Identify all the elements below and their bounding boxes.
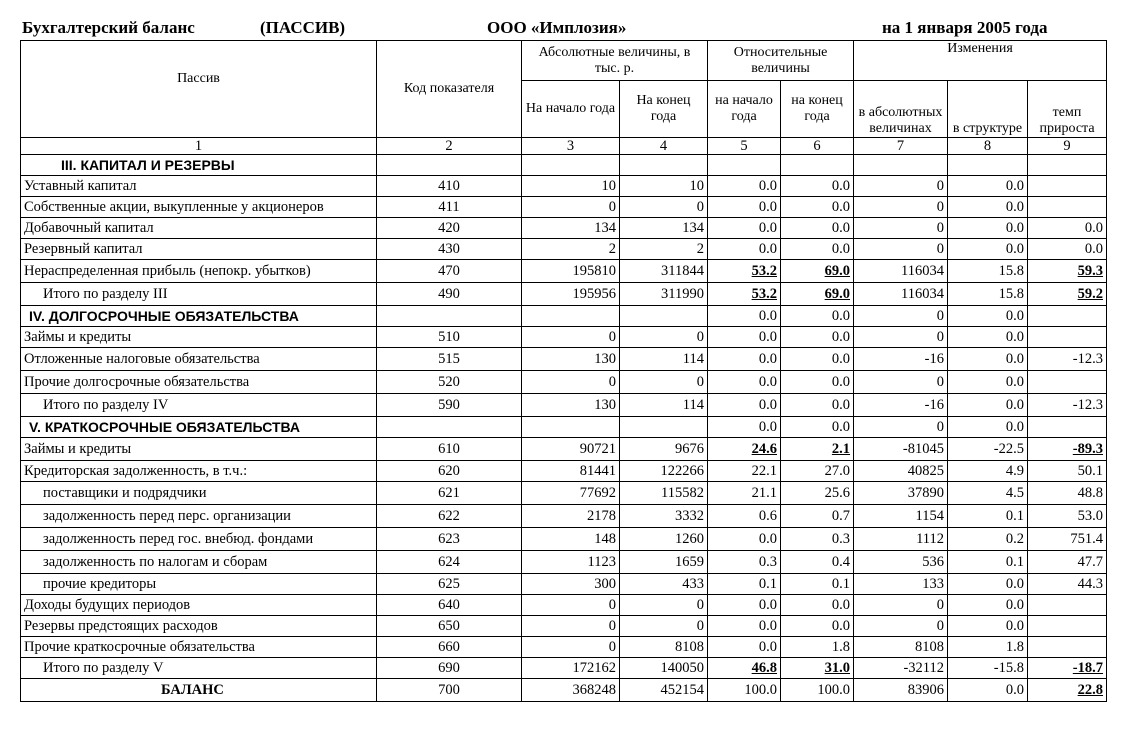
row-value-re: 0.0 (781, 197, 854, 218)
row-value-rs: 0.1 (708, 574, 781, 595)
row-value-e: 115582 (620, 482, 708, 505)
row-value-ca: -81045 (854, 438, 948, 461)
row-value-s: 148 (522, 528, 620, 551)
row-value-cs: 0.0 (948, 616, 1028, 637)
column-number: 7 (854, 138, 948, 155)
row-code: 470 (377, 260, 522, 283)
header-rel-end: на конец года (781, 81, 854, 138)
row-value-rs: 53.2 (708, 283, 781, 306)
row-value-e: 1260 (620, 528, 708, 551)
row-label: задолженность перед перс. организации (21, 505, 377, 528)
row-value-s (522, 306, 620, 327)
row-value-rs: 24.6 (708, 438, 781, 461)
row-value-s: 2178 (522, 505, 620, 528)
row-value-rs: 0.0 (708, 637, 781, 658)
row-value-cs: 15.8 (948, 283, 1028, 306)
row-value-cs: 0.0 (948, 218, 1028, 239)
row-value-ca: 0 (854, 197, 948, 218)
row-value-cs: 0.0 (948, 417, 1028, 438)
row-code: 520 (377, 371, 522, 394)
row-value-s: 0 (522, 637, 620, 658)
row-value-e: 0 (620, 197, 708, 218)
column-number: 3 (522, 138, 620, 155)
row-value-ca: 0 (854, 616, 948, 637)
company-name: ООО «Имплозия» (487, 18, 627, 37)
header-absolute: Абсолютные величины, в тыс. р. (522, 41, 708, 81)
table-row (21, 574, 1107, 595)
row-value-re: 25.6 (781, 482, 854, 505)
table-row (21, 260, 1107, 283)
row-label: Займы и кредиты (21, 438, 377, 461)
row-value-rs: 0.0 (708, 348, 781, 371)
row-value-e: 10 (620, 176, 708, 197)
row-code: 700 (377, 679, 522, 702)
row-value-s: 1123 (522, 551, 620, 574)
row-value-s: 0 (522, 595, 620, 616)
row-value-e: 3332 (620, 505, 708, 528)
row-value-re: 0.0 (781, 239, 854, 260)
row-value-s (522, 155, 620, 176)
column-number: 2 (377, 138, 522, 155)
row-value-cs: 0.0 (948, 239, 1028, 260)
row-value-ca: 0 (854, 176, 948, 197)
table-row (21, 327, 1107, 348)
section-header-row (21, 155, 1107, 176)
row-value-e: 433 (620, 574, 708, 595)
row-value-ca: 83906 (854, 679, 948, 702)
row-value-re: 0.3 (781, 528, 854, 551)
row-label: Нераспределенная прибыль (непокр. убытков) (21, 260, 377, 283)
row-value-cs: 15.8 (948, 260, 1028, 283)
row-value-s: 10 (522, 176, 620, 197)
row-value-cr: 22.8 (1028, 679, 1107, 702)
row-code: 650 (377, 616, 522, 637)
row-value-cr: 44.3 (1028, 574, 1107, 595)
row-label: Уставный капитал (21, 176, 377, 197)
row-value-cs: 0.0 (948, 371, 1028, 394)
table-row (21, 658, 1107, 679)
row-code (377, 155, 522, 176)
row-code: 515 (377, 348, 522, 371)
header-change-structure: в структуре (948, 81, 1028, 138)
row-value-rs: 0.0 (708, 528, 781, 551)
row-value-rs: 0.0 (708, 176, 781, 197)
row-label: Кредиторская задолженность, в т.ч.: (21, 461, 377, 482)
row-value-s: 0 (522, 197, 620, 218)
row-value-ca: 116034 (854, 260, 948, 283)
row-value-cs: 0.0 (948, 574, 1028, 595)
table-row (21, 371, 1107, 394)
row-value-rs: 0.0 (708, 595, 781, 616)
row-value-s: 81441 (522, 461, 620, 482)
row-label: задолженность перед гос. внебюд. фондами (21, 528, 377, 551)
table-row (21, 637, 1107, 658)
row-label: БАЛАНС (21, 679, 377, 702)
row-value-s: 195956 (522, 283, 620, 306)
row-value-e: 140050 (620, 658, 708, 679)
row-value-re: 69.0 (781, 283, 854, 306)
row-value-cr (1028, 371, 1107, 394)
row-value-cs: 0.1 (948, 551, 1028, 574)
row-value-cr (1028, 306, 1107, 327)
column-numbers-row (21, 138, 1107, 155)
row-value-cs: 0.0 (948, 595, 1028, 616)
row-value-s: 130 (522, 394, 620, 417)
row-value-s: 0 (522, 616, 620, 637)
row-code: 660 (377, 637, 522, 658)
row-value-cr: 0.0 (1028, 218, 1107, 239)
row-value-rs: 0.0 (708, 239, 781, 260)
row-value-cr: 59.3 (1028, 260, 1107, 283)
row-value-cr (1028, 637, 1107, 658)
row-value-re: 2.1 (781, 438, 854, 461)
row-value-s: 300 (522, 574, 620, 595)
row-value-s: 368248 (522, 679, 620, 702)
row-value-re: 0.0 (781, 176, 854, 197)
row-code: 690 (377, 658, 522, 679)
row-value-e: 122266 (620, 461, 708, 482)
row-value-rs: 0.3 (708, 551, 781, 574)
row-value-cr (1028, 616, 1107, 637)
row-label: Прочие краткосрочные обязательства (21, 637, 377, 658)
row-value-e: 0 (620, 595, 708, 616)
row-value-ca: 0 (854, 417, 948, 438)
row-value-cs: 0.0 (948, 197, 1028, 218)
row-value-rs: 100.0 (708, 679, 781, 702)
header-abs-start: На начало года (522, 81, 620, 138)
row-label: III. КАПИТАЛ И РЕЗЕРВЫ (21, 155, 377, 176)
row-value-cs: 0.1 (948, 505, 1028, 528)
row-value-e (620, 155, 708, 176)
row-value-cr (1028, 155, 1107, 176)
row-value-e (620, 306, 708, 327)
table-row (21, 218, 1107, 239)
row-value-cs: 0.0 (948, 306, 1028, 327)
row-value-ca: 8108 (854, 637, 948, 658)
table-row (21, 176, 1107, 197)
row-value-ca: 0 (854, 371, 948, 394)
row-value-cr: 0.0 (1028, 239, 1107, 260)
column-number: 4 (620, 138, 708, 155)
row-code: 610 (377, 438, 522, 461)
table-row (21, 482, 1107, 505)
row-value-e: 2 (620, 239, 708, 260)
row-value-e: 114 (620, 394, 708, 417)
row-value-e: 8108 (620, 637, 708, 658)
row-label: прочие кредиторы (21, 574, 377, 595)
row-value-ca: 40825 (854, 461, 948, 482)
row-value-cs (948, 155, 1028, 176)
table-row (21, 348, 1107, 371)
row-value-rs: 0.0 (708, 218, 781, 239)
row-value-re: 0.0 (781, 417, 854, 438)
row-value-ca: 0 (854, 239, 948, 260)
row-label: Добавочный капитал (21, 218, 377, 239)
row-value-rs: 0.0 (708, 306, 781, 327)
row-value-re (781, 155, 854, 176)
table-row (21, 239, 1107, 260)
row-value-rs: 22.1 (708, 461, 781, 482)
column-number: 9 (1028, 138, 1107, 155)
row-value-s: 195810 (522, 260, 620, 283)
row-value-ca: 0 (854, 595, 948, 616)
row-value-re: 0.0 (781, 595, 854, 616)
row-value-re: 0.0 (781, 394, 854, 417)
row-label: Займы и кредиты (21, 327, 377, 348)
row-value-cr (1028, 595, 1107, 616)
document-title: Бухгалтерский баланс (22, 18, 195, 37)
table-row (21, 283, 1107, 306)
row-label: Итого по разделу V (21, 658, 377, 679)
row-value-cr: 59.2 (1028, 283, 1107, 306)
row-label: Итого по разделу IV (21, 394, 377, 417)
row-value-cs: 0.0 (948, 176, 1028, 197)
row-value-ca (854, 155, 948, 176)
row-label: Доходы будущих периодов (21, 595, 377, 616)
row-value-ca: 1154 (854, 505, 948, 528)
row-value-e: 0 (620, 616, 708, 637)
row-value-s: 0 (522, 327, 620, 348)
row-value-re: 0.0 (781, 306, 854, 327)
row-value-rs: 53.2 (708, 260, 781, 283)
table-row (21, 438, 1107, 461)
section-header-row (21, 417, 1107, 438)
row-value-rs: 46.8 (708, 658, 781, 679)
row-value-e: 0 (620, 371, 708, 394)
row-code: 620 (377, 461, 522, 482)
balance-sheet-table (20, 40, 1107, 702)
row-value-rs: 0.0 (708, 371, 781, 394)
row-code: 510 (377, 327, 522, 348)
row-value-re: 100.0 (781, 679, 854, 702)
row-code: 624 (377, 551, 522, 574)
row-value-e: 0 (620, 327, 708, 348)
row-value-s: 130 (522, 348, 620, 371)
row-code: 420 (377, 218, 522, 239)
row-value-re: 27.0 (781, 461, 854, 482)
row-code: 410 (377, 176, 522, 197)
table-row (21, 394, 1107, 417)
row-value-cs: 4.5 (948, 482, 1028, 505)
row-value-s: 134 (522, 218, 620, 239)
balance-total-row (21, 679, 1107, 702)
row-value-ca: 0 (854, 218, 948, 239)
row-code: 411 (377, 197, 522, 218)
row-value-cs: 0.0 (948, 327, 1028, 348)
row-value-re: 0.7 (781, 505, 854, 528)
row-value-e: 452154 (620, 679, 708, 702)
row-label: Резервный капитал (21, 239, 377, 260)
row-code (377, 306, 522, 327)
row-value-ca: -16 (854, 394, 948, 417)
row-value-e: 114 (620, 348, 708, 371)
row-code: 590 (377, 394, 522, 417)
row-label: Отложенные налоговые обязательства (21, 348, 377, 371)
row-value-cr: -18.7 (1028, 658, 1107, 679)
row-value-ca: 0 (854, 327, 948, 348)
row-value-cr: 48.8 (1028, 482, 1107, 505)
row-value-cr: -12.3 (1028, 394, 1107, 417)
column-number: 8 (948, 138, 1028, 155)
row-value-re: 31.0 (781, 658, 854, 679)
row-label: задолженность по налогам и сборам (21, 551, 377, 574)
row-value-cs: 0.2 (948, 528, 1028, 551)
row-value-re: 0.0 (781, 348, 854, 371)
row-value-cs: 0.0 (948, 394, 1028, 417)
row-code: 622 (377, 505, 522, 528)
row-value-re: 1.8 (781, 637, 854, 658)
row-value-re: 0.0 (781, 616, 854, 637)
section-header-row (21, 306, 1107, 327)
header-abs-end: На конец года (620, 81, 708, 138)
row-value-re: 0.1 (781, 574, 854, 595)
row-value-cs: 4.9 (948, 461, 1028, 482)
header-change-rate: темп прироста (1028, 81, 1107, 138)
header-passive: Пассив (21, 41, 377, 138)
row-value-cs: -22.5 (948, 438, 1028, 461)
header-change-abs: в абсолютных величинах (854, 81, 948, 138)
row-value-cr (1028, 176, 1107, 197)
table-row (21, 616, 1107, 637)
table-row (21, 197, 1107, 218)
row-value-s (522, 417, 620, 438)
row-value-cs: 0.0 (948, 679, 1028, 702)
row-value-cr (1028, 327, 1107, 348)
header-changes: Изменения (854, 41, 1107, 81)
column-number: 1 (21, 138, 377, 155)
row-code: 490 (377, 283, 522, 306)
row-value-cs: 1.8 (948, 637, 1028, 658)
row-value-cr: 751.4 (1028, 528, 1107, 551)
row-value-ca: -16 (854, 348, 948, 371)
row-value-rs: 0.0 (708, 394, 781, 417)
row-value-ca: 37890 (854, 482, 948, 505)
row-value-re: 69.0 (781, 260, 854, 283)
report-date: на 1 января 2005 года (882, 18, 1048, 37)
row-label: поставщики и подрядчики (21, 482, 377, 505)
column-number: 5 (708, 138, 781, 155)
row-label: V. КРАТКОСРОЧНЫЕ ОБЯЗАТЕЛЬСТВА (21, 417, 377, 438)
table-row (21, 528, 1107, 551)
row-value-cs: -15.8 (948, 658, 1028, 679)
row-value-s: 90721 (522, 438, 620, 461)
table-row (21, 461, 1107, 482)
row-label: Собственные акции, выкупленные у акционеров (21, 197, 377, 218)
row-value-ca: 536 (854, 551, 948, 574)
row-value-rs: 0.6 (708, 505, 781, 528)
row-value-rs (708, 155, 781, 176)
row-label: Резервы предстоящих расходов (21, 616, 377, 637)
row-label: Прочие долгосрочные обязательства (21, 371, 377, 394)
row-value-cr: 50.1 (1028, 461, 1107, 482)
row-value-cr: 53.0 (1028, 505, 1107, 528)
balance-side: (ПАССИВ) (260, 18, 346, 37)
row-value-rs: 0.0 (708, 327, 781, 348)
row-value-e: 311844 (620, 260, 708, 283)
row-value-rs: 0.0 (708, 616, 781, 637)
row-value-cr (1028, 417, 1107, 438)
row-value-e (620, 417, 708, 438)
row-code: 623 (377, 528, 522, 551)
row-value-ca: 133 (854, 574, 948, 595)
table-row (21, 551, 1107, 574)
header-rel-start: на начало года (708, 81, 781, 138)
row-value-e: 1659 (620, 551, 708, 574)
row-value-re: 0.0 (781, 327, 854, 348)
column-number: 6 (781, 138, 854, 155)
row-value-ca: 1112 (854, 528, 948, 551)
row-value-rs: 21.1 (708, 482, 781, 505)
row-code: 621 (377, 482, 522, 505)
row-value-cr (1028, 197, 1107, 218)
table-row (21, 505, 1107, 528)
row-value-e: 134 (620, 218, 708, 239)
row-value-cr: 47.7 (1028, 551, 1107, 574)
row-value-s: 172162 (522, 658, 620, 679)
row-code: 430 (377, 239, 522, 260)
row-code (377, 417, 522, 438)
row-value-rs: 0.0 (708, 197, 781, 218)
table-row (21, 595, 1107, 616)
row-value-re: 0.0 (781, 218, 854, 239)
header-code: Код показателя (377, 41, 522, 138)
row-code: 640 (377, 595, 522, 616)
row-value-e: 311990 (620, 283, 708, 306)
row-value-re: 0.4 (781, 551, 854, 574)
row-label: IV. ДОЛГОСРОЧНЫЕ ОБЯЗАТЕЛЬСТВА (21, 306, 377, 327)
document-header (22, 18, 1104, 40)
row-label: Итого по разделу III (21, 283, 377, 306)
row-value-ca: 116034 (854, 283, 948, 306)
row-value-s: 0 (522, 371, 620, 394)
row-value-e: 9676 (620, 438, 708, 461)
row-value-s: 2 (522, 239, 620, 260)
row-value-ca: 0 (854, 306, 948, 327)
row-value-cs: 0.0 (948, 348, 1028, 371)
header-relative: Относительные величины (708, 41, 854, 81)
row-code: 625 (377, 574, 522, 595)
row-value-rs: 0.0 (708, 417, 781, 438)
row-value-cr: -89.3 (1028, 438, 1107, 461)
balance-rows (21, 155, 1107, 702)
row-value-re: 0.0 (781, 371, 854, 394)
row-value-cr: -12.3 (1028, 348, 1107, 371)
row-value-ca: -32112 (854, 658, 948, 679)
row-value-s: 77692 (522, 482, 620, 505)
